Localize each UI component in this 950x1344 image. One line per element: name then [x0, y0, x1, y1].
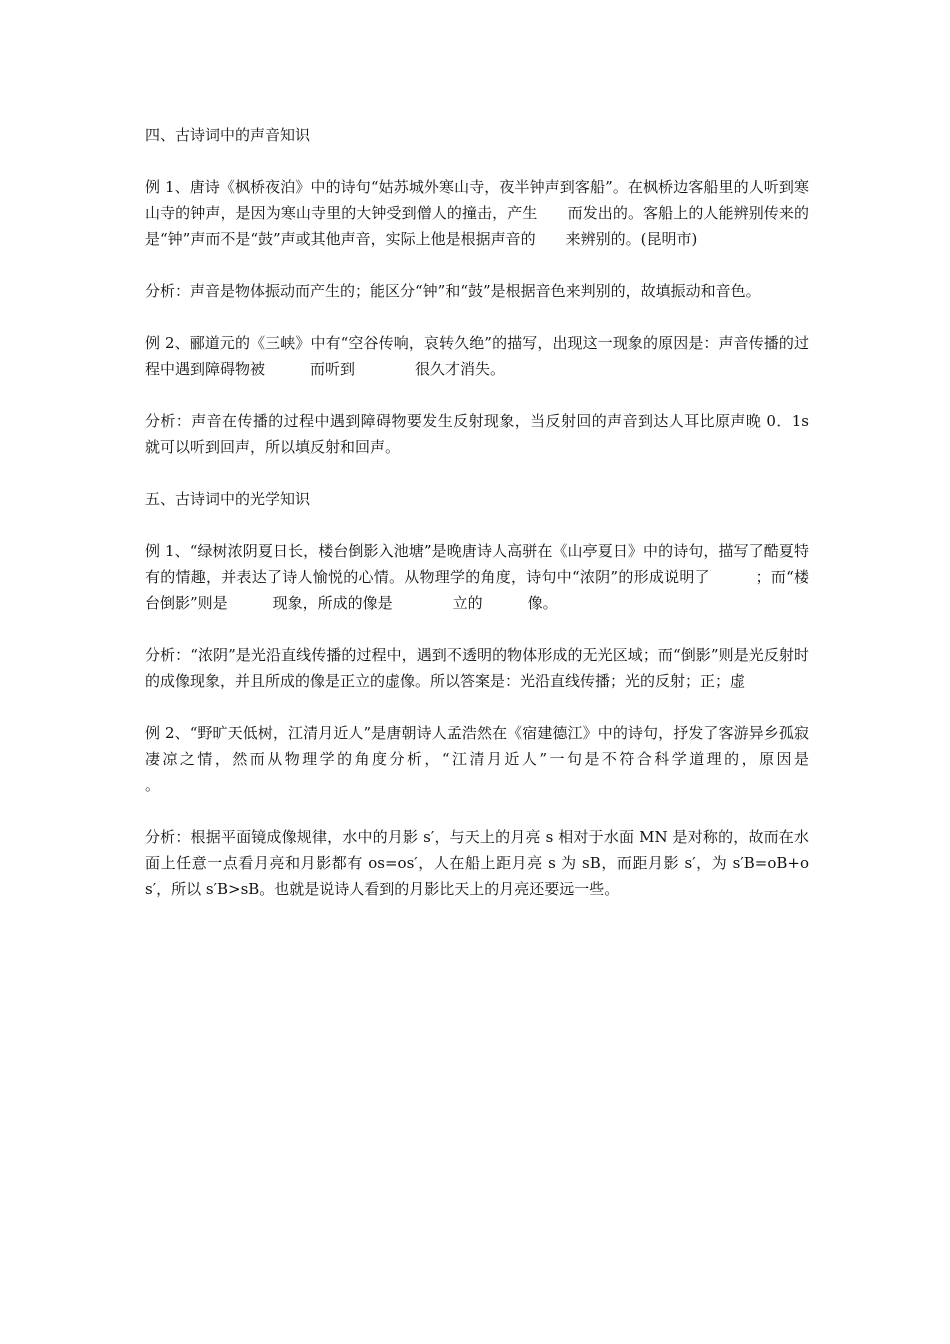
example-paragraph: 例 2、郦道元的《三峡》中有“空谷传响，哀转久绝”的描写，出现这一现象的原因是：声音传播的过程中遇到障碍物被 而听到 很久才消失。: [145, 334, 809, 378]
document-page: [145, 122, 915, 928]
analysis-paragraph: 分析：声音是物体振动而产生的；能区分“钟”和“鼓”是根据音色来判别的，故填振动和音色。: [145, 282, 761, 300]
example-paragraph: 例 1、唐诗《枫桥夜泊》中的诗句“姑苏城外寒山寺，夜半钟声到客船”。在枫桥边客船里的人听到寒山寺的钟声，是因为寒山寺里的大钟受到僧人的撞击，产生 而发出的。客船上的人能辨别传来的是“钟”声而不是“鼓”声或其他声音，实际上他是根据声音的 来辨别的。(昆明市): [145, 178, 809, 248]
analysis-paragraph: 分析：根据平面镜成像规律，水中的月影 s′，与天上的月亮 s 相对于水面 MN 是对称的，故而在水面上任意一点看月亮和月影都有 os=os′，人在船上距月亮 s 为 sB，而距月影 s′，为 s′B=oB+os′，所以 s′B>sB。也就是说诗人看到的月影比天上的月亮还要远一些。: [145, 828, 809, 898]
example-paragraph: 例 1、“绿树浓阴夏日长，楼台倒影入池塘”是晚唐诗人高骈在《山亭夏日》中的诗句，描写了酷夏特有的情趣，并表达了诗人愉悦的心情。从物理学的角度，诗句中“浓阴”的形成说明了 ；而“楼台倒影”则是 现象，所成的像是 立的 像。: [145, 542, 809, 612]
section-heading-sound: 四、古诗词中的声音知识: [145, 126, 311, 144]
analysis-paragraph: 分析：声音在传播的过程中遇到障碍物要发生反射现象，当反射回的声音到达人耳比原声晚 0．1s 就可以听到回声，所以填反射和回声。: [145, 412, 809, 456]
section-heading-optics: 五、古诗词中的光学知识: [145, 490, 311, 508]
analysis-paragraph: 分析：“浓阴”是光沿直线传播的过程中，遇到不透明的物体形成的无光区域；而“倒影”则是光反射时的成像现象，并且所成的像是正立的虚像。所以答案是：光沿直线传播；光的反射；正；虚: [145, 646, 809, 690]
example-paragraph: 例 2、“野旷天低树，江清月近人”是唐朝诗人孟浩然在《宿建德江》中的诗句，抒发了客游异乡孤寂凄凉之情，然而从物理学的角度分析，“江清月近人”一句是不符合科学道理的，原因是 。: [145, 724, 915, 794]
